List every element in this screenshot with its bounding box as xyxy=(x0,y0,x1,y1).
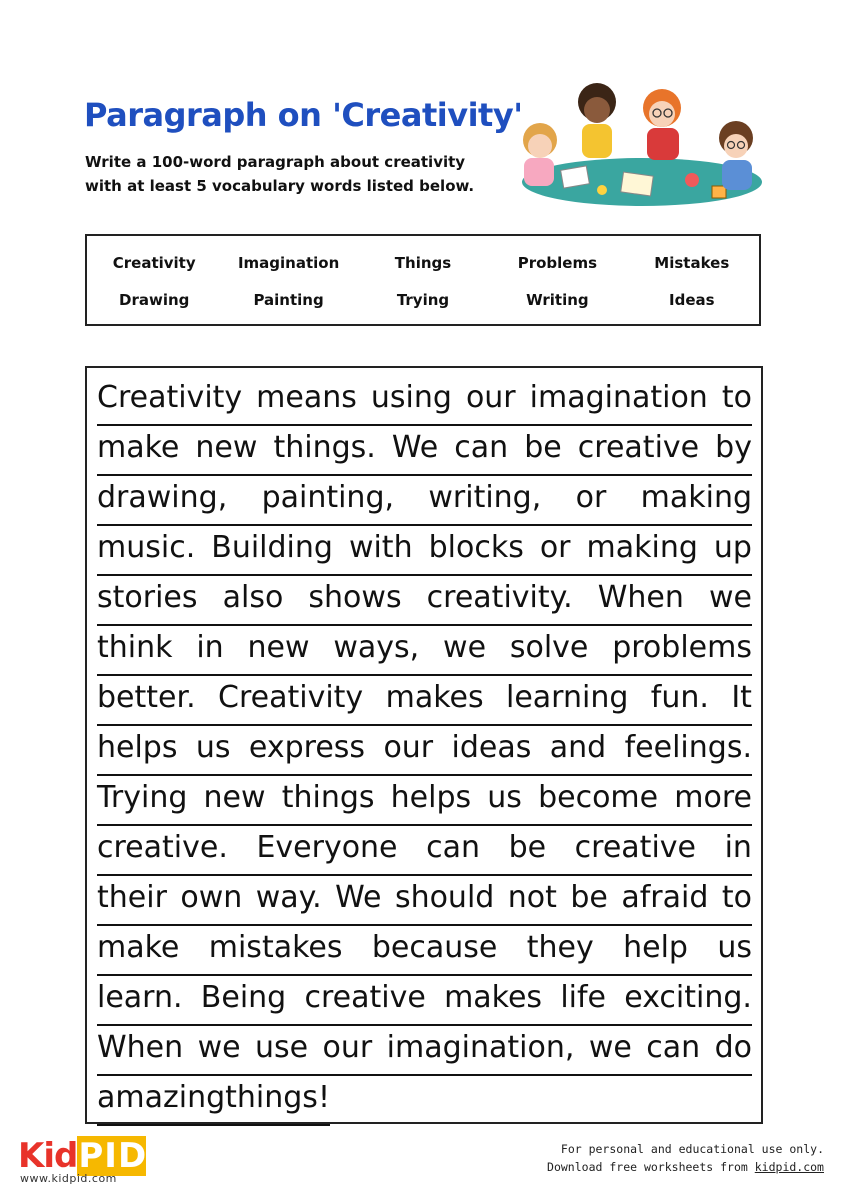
paragraph-word: we xyxy=(709,580,752,615)
vocab-word: Painting xyxy=(253,291,324,309)
paragraph-word: afraid xyxy=(621,880,709,915)
paragraph-word: makes xyxy=(444,980,543,1015)
paragraph-word: new xyxy=(203,780,266,815)
paragraph-word: to xyxy=(721,880,752,915)
paragraph-word: drawing, xyxy=(97,480,228,515)
paragraph-word: ways, xyxy=(333,630,420,665)
paragraph-word: helps xyxy=(97,730,178,765)
paragraph-word: with xyxy=(348,530,413,565)
paragraph-word: making xyxy=(586,530,698,565)
paragraph-word: using xyxy=(370,380,452,415)
paragraph-word: express xyxy=(248,730,366,765)
paragraph-word: our xyxy=(383,730,434,765)
paragraph-word: making xyxy=(640,480,752,515)
paragraph-word: or xyxy=(539,530,571,565)
paragraph-word: writing, xyxy=(428,480,542,515)
paragraph-word: problems xyxy=(612,630,752,665)
paragraph-word: creative. xyxy=(97,830,228,865)
usage-note: For personal and educational use only. xyxy=(560,1142,824,1156)
paragraph-word: way. xyxy=(255,880,322,915)
paragraph-line xyxy=(97,426,752,476)
vocab-word: Mistakes xyxy=(654,254,730,272)
paragraph-word: new xyxy=(247,630,310,665)
paragraph-word: amazing xyxy=(97,1080,226,1115)
paragraph-word: creativity. xyxy=(426,580,573,615)
paragraph-word: exciting. xyxy=(624,980,752,1015)
paragraph-word: make xyxy=(97,930,180,965)
paragraph-word: us xyxy=(717,930,752,965)
paragraph-word: be xyxy=(524,430,562,465)
kidpid-logo xyxy=(18,1136,146,1176)
paragraph-word: in xyxy=(724,830,752,865)
logo-letter: K xyxy=(18,1136,44,1176)
paragraph-word: because xyxy=(371,930,498,965)
download-note xyxy=(547,1158,824,1176)
paragraph-word: their xyxy=(97,880,167,915)
logo-letter: i xyxy=(43,1136,55,1176)
paragraph-line xyxy=(97,776,752,826)
paragraph-word: own xyxy=(180,880,243,915)
paragraph-word: things. xyxy=(273,430,376,465)
paragraph-word: new xyxy=(195,430,258,465)
paragraph-word: be xyxy=(570,880,608,915)
paragraph-word: blocks xyxy=(428,530,524,565)
paragraph-line xyxy=(97,926,752,976)
paragraph-word: be xyxy=(508,830,547,865)
paragraph-word: It xyxy=(731,680,752,715)
paragraph-word: things! xyxy=(225,1080,330,1115)
paragraph-word: we xyxy=(443,630,487,665)
paragraph-word: our xyxy=(322,1030,373,1065)
kidpid-link[interactable]: kidpid.com xyxy=(754,1160,824,1174)
vocab-word: Problems xyxy=(517,254,598,272)
logo-letter: d xyxy=(54,1136,78,1176)
paragraph-line xyxy=(97,826,752,876)
paragraph-word: us xyxy=(487,780,522,815)
paragraph-word: we xyxy=(588,1030,632,1065)
paragraph-word: can xyxy=(426,830,481,865)
vocab-word: Trying xyxy=(396,291,450,309)
paragraph-word: Everyone xyxy=(256,830,398,865)
paragraph-line xyxy=(97,676,752,726)
paragraph-word: by xyxy=(715,430,752,465)
paragraph-line xyxy=(97,576,752,626)
logo-url: www.kidpid.com xyxy=(20,1172,117,1185)
paragraph-word: ideas xyxy=(451,730,532,765)
paragraph-word: creative xyxy=(304,980,426,1015)
paragraph-word: makes xyxy=(385,680,484,715)
footer-note xyxy=(547,1140,824,1176)
paragraph-line xyxy=(97,1026,752,1076)
vocabulary-box xyxy=(85,234,761,326)
paragraph-word: imagination, xyxy=(386,1030,575,1065)
paragraph-word: We xyxy=(335,880,382,915)
paragraph-word: feelings. xyxy=(624,730,752,765)
instructions-text: Write a 100-word paragraph about creativity with at least 5 vocabulary words listed below. xyxy=(85,153,475,195)
vocab-word: Things xyxy=(394,254,452,272)
paragraph-word: should xyxy=(394,880,495,915)
logo-letter: D xyxy=(117,1136,146,1176)
paragraph-word: When xyxy=(97,1030,184,1065)
paragraph-word: not xyxy=(507,880,557,915)
paragraph-line xyxy=(97,626,752,676)
paragraph-word: shows xyxy=(308,580,402,615)
paragraph-word: more xyxy=(674,780,752,815)
paragraph-line xyxy=(97,376,752,426)
paragraph-line xyxy=(97,1076,330,1126)
paragraph-word: We xyxy=(391,430,439,465)
paragraph-line xyxy=(97,476,752,526)
paragraph-word: helps xyxy=(390,780,472,815)
paragraph-line xyxy=(97,976,752,1026)
paragraph-word: also xyxy=(222,580,284,615)
paragraph-word: think xyxy=(97,630,173,665)
vocab-word: Ideas xyxy=(669,291,715,309)
paragraph-word: Being xyxy=(200,980,287,1015)
page-title: Paragraph on 'Creativity' xyxy=(84,96,523,134)
paragraph-word: Building xyxy=(211,530,333,565)
paragraph-word: stories xyxy=(97,580,198,615)
paragraph-word: imagination xyxy=(529,380,708,415)
paragraph-word: up xyxy=(713,530,752,565)
paragraph-word: Creativity xyxy=(97,380,243,415)
paragraph-word: use xyxy=(255,1030,309,1065)
logo-letter: I xyxy=(104,1136,116,1176)
paragraph-word: we xyxy=(197,1030,241,1065)
logo-letter: P xyxy=(78,1136,103,1176)
paragraph-line xyxy=(97,526,752,576)
paragraph-word: fun. xyxy=(650,680,709,715)
paragraph-word: painting, xyxy=(261,480,395,515)
paragraph-word: Creativity xyxy=(218,680,364,715)
paragraph-line xyxy=(97,726,752,776)
paragraph-word: better. xyxy=(97,680,196,715)
paragraph-word: creative xyxy=(574,830,696,865)
vocab-word: Imagination xyxy=(237,254,340,272)
paragraph-word: solve xyxy=(509,630,589,665)
kids-crafting-illustration xyxy=(502,82,766,208)
paragraph-word: music. xyxy=(97,530,196,565)
paragraph-word: learn. xyxy=(97,980,183,1015)
paragraph-word: means xyxy=(256,380,357,415)
paragraph-word: can xyxy=(454,430,509,465)
paragraph-word: things xyxy=(281,780,375,815)
paragraph-word: or xyxy=(575,480,607,515)
paragraph-word: help xyxy=(623,930,688,965)
paragraph-box xyxy=(85,366,763,1124)
paragraph-word: make xyxy=(97,430,180,465)
paragraph-word: can xyxy=(646,1030,701,1065)
vocab-word: Drawing xyxy=(119,291,190,309)
paragraph-word: in xyxy=(196,630,224,665)
paragraph-word: us xyxy=(195,730,231,765)
paragraph-word: become xyxy=(538,780,659,815)
vocab-word: Writing xyxy=(526,291,589,309)
logo-text xyxy=(18,1136,146,1176)
paragraph-word: they xyxy=(526,930,594,965)
paragraph-word: mistakes xyxy=(208,930,343,965)
paragraph-word: When xyxy=(597,580,684,615)
paragraph-word: creative xyxy=(577,430,700,465)
paragraph-word: Trying xyxy=(97,780,188,815)
paragraph-line xyxy=(97,876,752,926)
paragraph-word: do xyxy=(714,1030,752,1065)
paragraph-word: to xyxy=(721,380,752,415)
paragraph-word: life xyxy=(560,980,607,1015)
paragraph-word: and xyxy=(549,730,607,765)
download-prefix: Download free worksheets from xyxy=(547,1160,755,1174)
vocab-word: Creativity xyxy=(112,254,196,272)
paragraph-word: our xyxy=(465,380,516,415)
paragraph-word: learning xyxy=(506,680,629,715)
